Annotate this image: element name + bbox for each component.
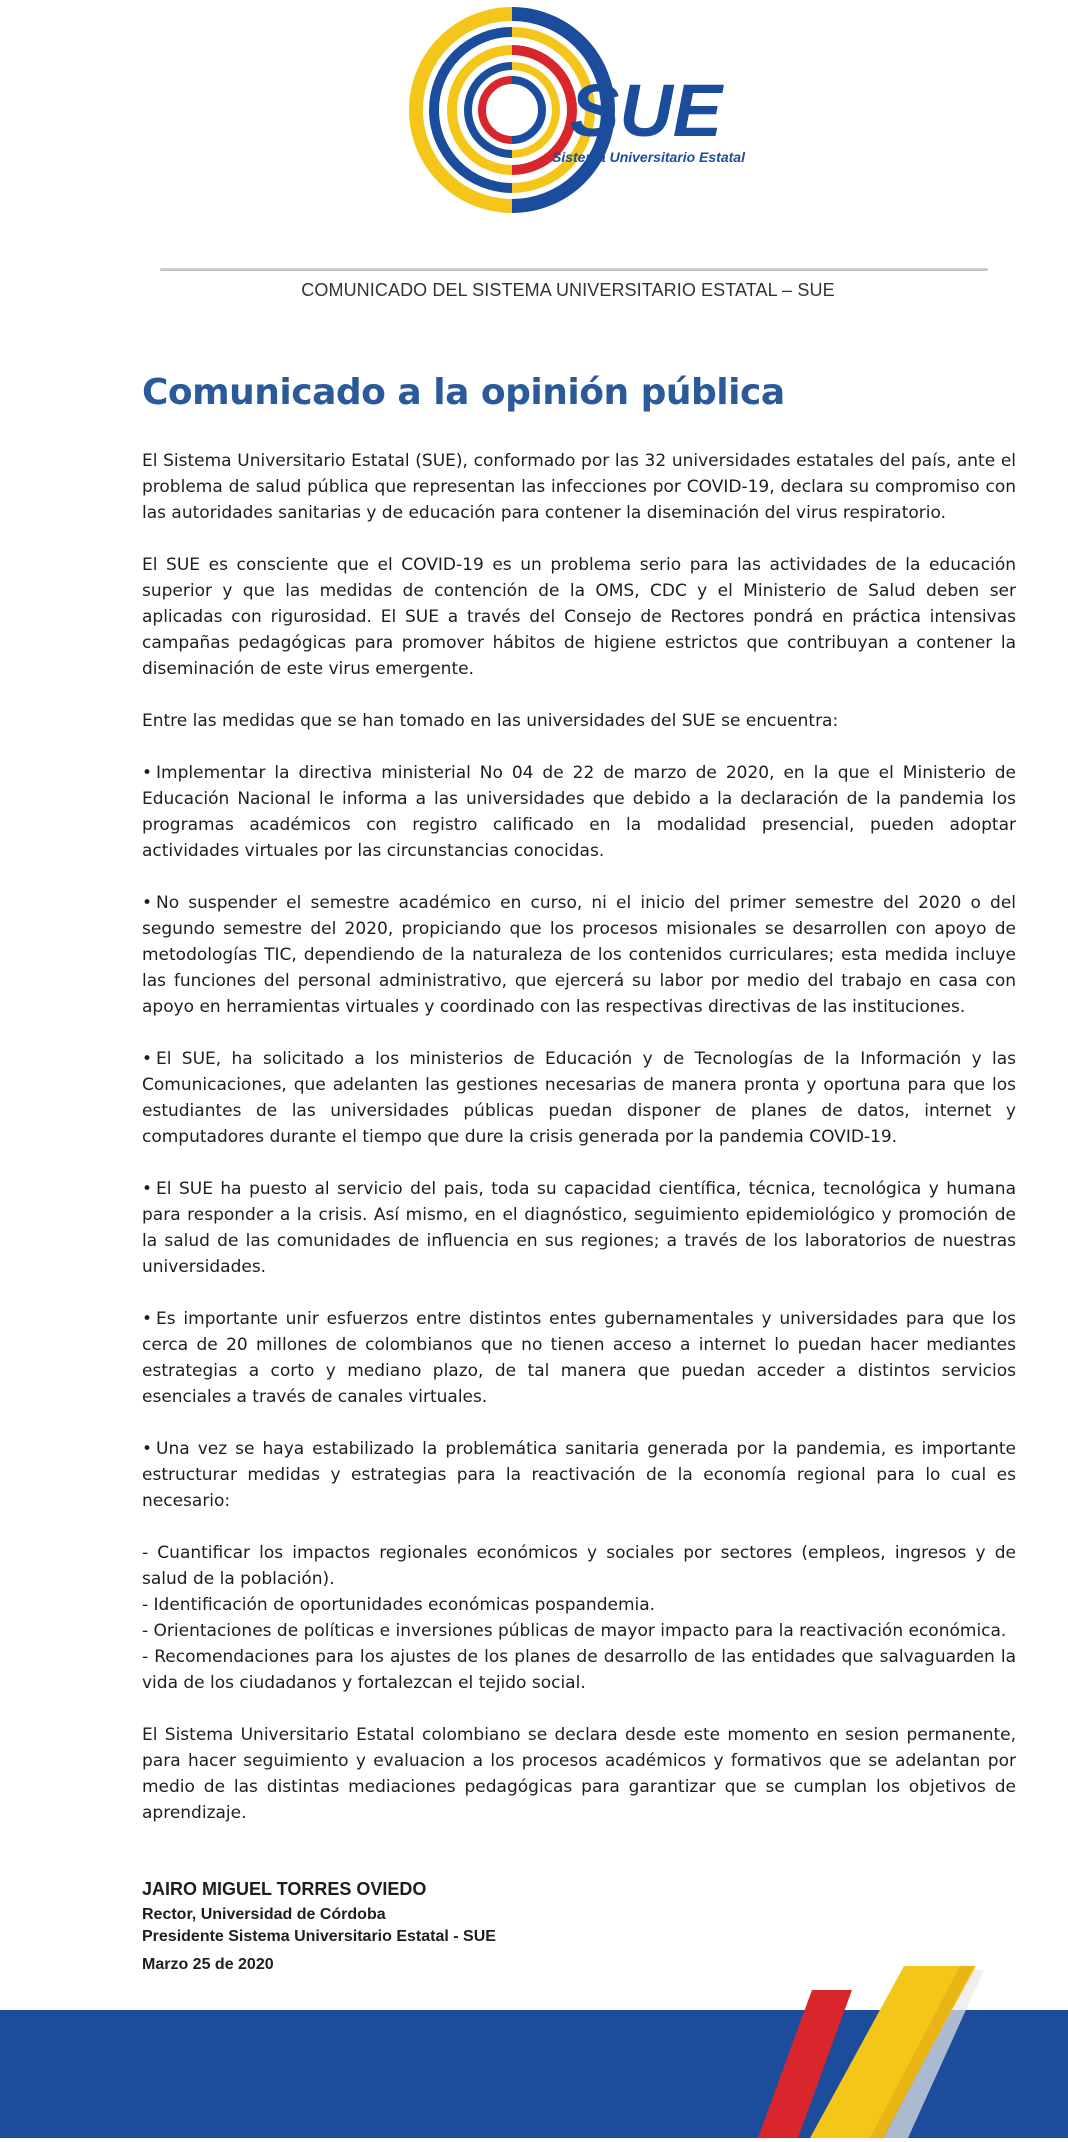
closing-paragraph: El Sistema Universitario Estatal colombiano se declara desde este momento en sesion permanente, para hacer seguimiento y evaluacion a los procesos académicos y formativos que se adelantan por medio de las distintas mediaciones pedagógicas para garantizar que se cumplan los objetivos de aprendizaje.	[142, 1725, 1016, 1823]
dash-item: - Identificación de oportunidades económicas pospandemia.	[142, 1595, 656, 1615]
signatory-title: Presidente Sistema Universitario Estatal - SUE	[142, 1928, 496, 1945]
page-title: Comunicado a la opinión pública	[142, 372, 785, 413]
signatory-name: JAIRO MIGUEL TORRES OVIEDO	[142, 1879, 427, 1899]
document-body	[142, 448, 1016, 1852]
bullet-item: • Implementar la directiva ministerial No 04 de 22 de marzo de 2020, en la que el Ministerio de Educación Nacional le informa a las universidades que debido a la declaración de la pandemia los programas académicos con registro calificado en la modalidad presencial, pueden adoptar actividades virtuales por las circunstancias conocidas.	[142, 760, 1016, 864]
dash-item: - Orientaciones de políticas e inversiones públicas de mayor impacto para la reactivación económica.	[142, 1621, 1007, 1641]
header-divider	[160, 268, 988, 271]
bullet-item: • El SUE, ha solicitado a los ministerios de Educación y de Tecnologías de la Información y las Comunicaciones, que adelanten las gestiones necesarias de manera pronta y oportuna para que los estudiantes de las universidades públicas puedan disponer de planes de datos, internet y computadores durante el tiempo que dure la crisis generada por la pandemia COVID-19.	[142, 1046, 1016, 1150]
sue-logo-graphic	[374, 0, 760, 222]
document-header: COMUNICADO DEL SISTEMA UNIVERSITARIO ESTATAL – SUE	[301, 280, 835, 300]
bullet-item: • Una vez se haya estabilizado la problemática sanitaria generada por la pandemia, es importante estructurar medidas y estrategias para la reactivación de la economía regional para lo cual es necesario:	[142, 1436, 1016, 1514]
footer-stripes-graphic	[0, 1930, 1068, 2138]
bullet-item: • Es importante unir esfuerzos entre distintos entes gubernamentales y universidades para que los cerca de 20 millones de colombianos que no tienen acceso a internet lo puedan hacer mediantes estrategias a corto y mediano plazo, de tal manera que puedan acceder a distintos servicios esenciales a través de canales virtuales.	[142, 1306, 1016, 1410]
logo-tagline: Sistema Universitario Estatal	[552, 149, 745, 165]
footer-banner	[0, 1930, 1068, 2138]
sue-logo	[374, 0, 760, 222]
signatory-role: Rector, Universidad de Córdoba	[142, 1906, 386, 1923]
bullet-item: • El SUE ha puesto al servicio del pais, toda su capacidad científica, técnica, tecnológica y humana para responder a la crisis. Así mismo, en el diagnóstico, seguimiento epidemiológico y promoción de la salud de las comunidades de influencia en sus regiones; a través de los laboratorios de nuestras universidades.	[142, 1176, 1016, 1280]
dash-item: - Recomendaciones para los ajustes de los planes de desarrollo de las entidades que salvaguarden la vida de los ciudadanos y fortalezcan el tejido social.	[142, 1647, 1016, 1693]
measures-lead: Entre las medidas que se han tomado en las universidades del SUE se encuentra:	[142, 711, 839, 731]
intro-paragraph-2: El SUE es consciente que el COVID-19 es un problema serio para las actividades de la educación superior y que las medidas de contención de la OMS, CDC y el Ministerio de Salud deben ser aplicadas con rigurosidad. El SUE a través del Consejo de Rectores pondrá en práctica intensivas campañas pedagógicas para promover hábitos de higiene estrictos que contribuyan a contener la diseminación de este virus emergente.	[142, 555, 1016, 679]
bullet-item: • No suspender el semestre académico en curso, ni el inicio del primer semestre del 2020 o del segundo semestre del 2020, propiciando que los procesos misionales se desarrollen con apoyo de metodologías TIC, dependiendo de la naturaleza de los contenidos curriculares; esta medida incluye las funciones del personal administrativo, que ejercerá su labor por medio del trabajo en casa con apoyo en herramientas virtuales y coordinado con las respectivas directivas de las instituciones.	[142, 890, 1016, 1020]
dash-item: - Cuantificar los impactos regionales económicos y sociales por sectores (empleos, ingresos y de salud de la población).	[142, 1543, 1016, 1589]
intro-paragraph-1: El Sistema Universitario Estatal (SUE), conformado por las 32 universidades estatales del país, ante el problema de salud pública que representan las infecciones por COVID-19, declara su compromiso con las autoridades sanitarias y de educación para contener la diseminación del virus respiratorio.	[142, 451, 1016, 523]
document-date: Marzo 25 de 2020	[142, 1956, 274, 1973]
logo-wordmark: SUE	[570, 69, 723, 152]
